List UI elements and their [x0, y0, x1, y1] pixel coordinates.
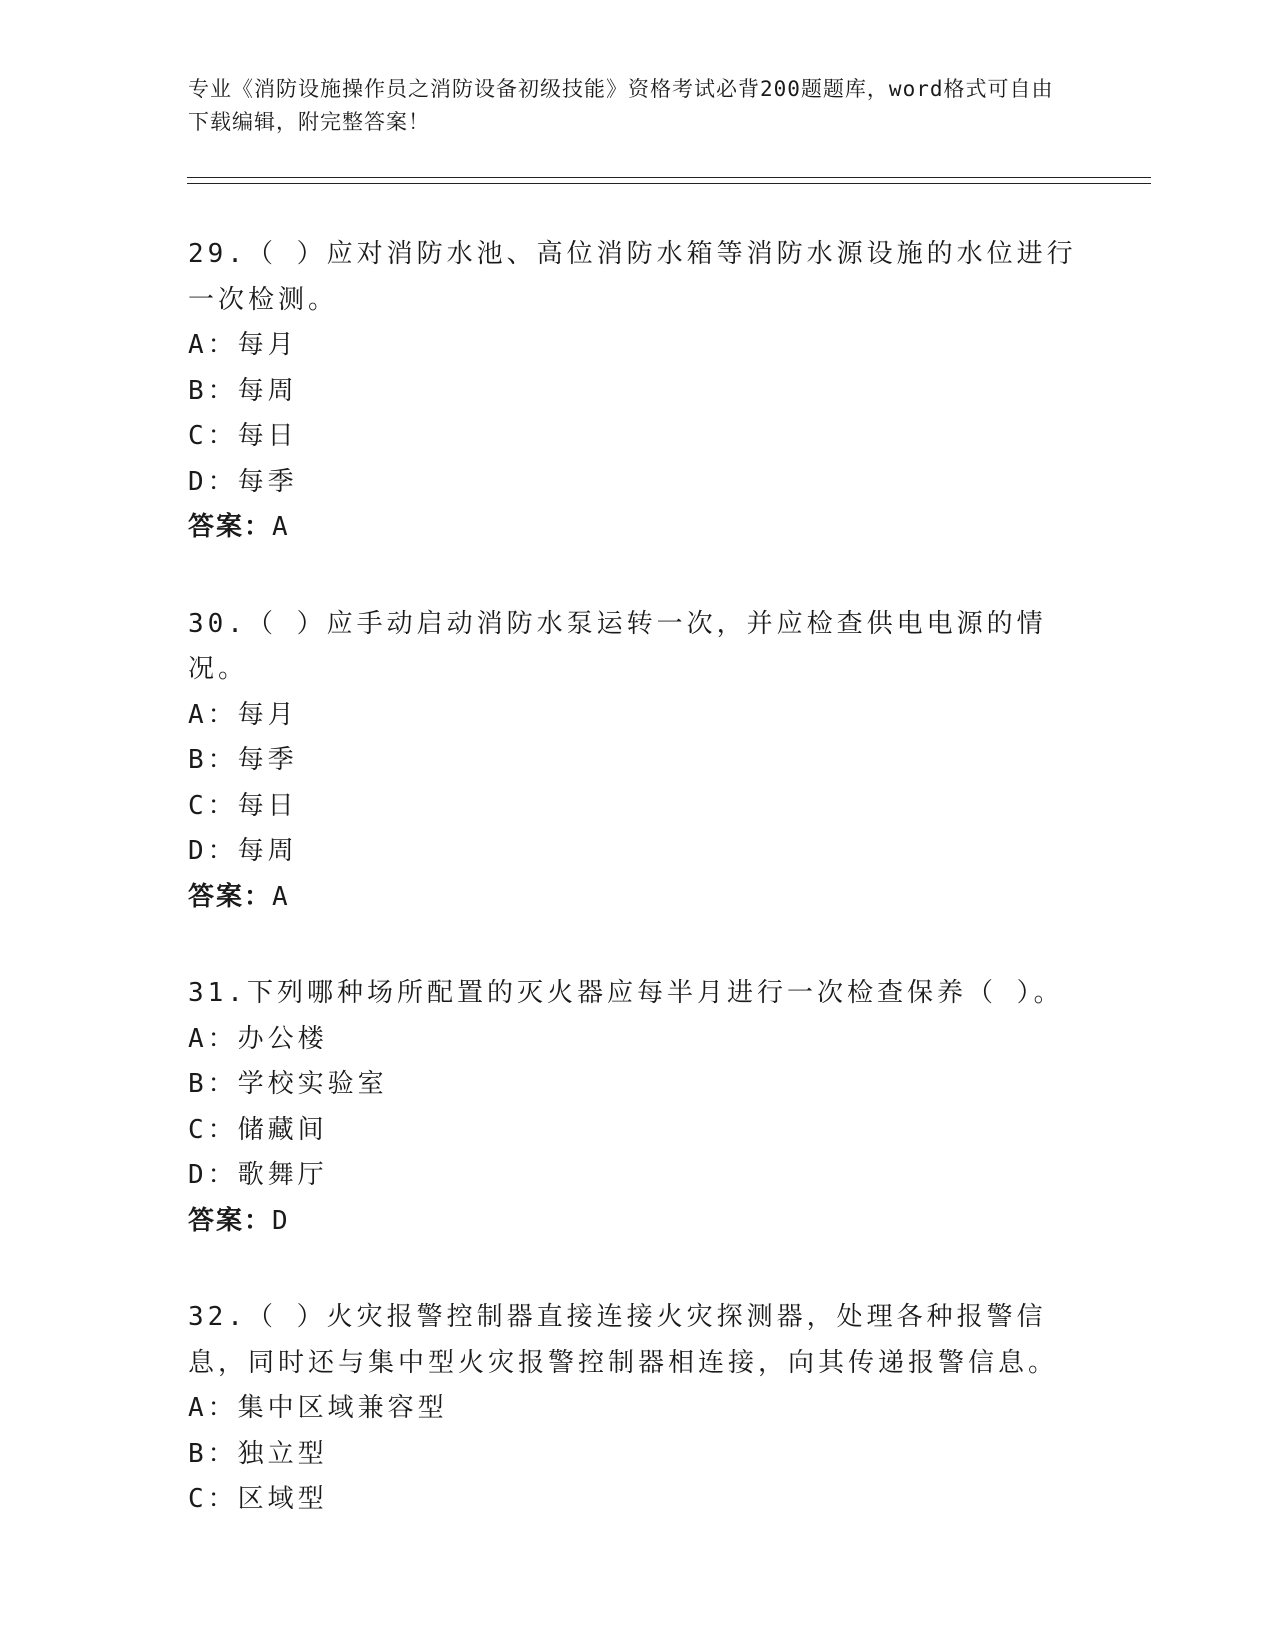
- answer-value: A: [272, 881, 290, 912]
- answer-value: D: [272, 1205, 290, 1236]
- question-32: [188, 1295, 1088, 1523]
- answer-value: A: [272, 512, 290, 542]
- document-header: [188, 73, 1068, 139]
- option-a: A：每月: [188, 330, 298, 360]
- option-b: B：每季: [188, 745, 298, 775]
- answer-label: 答案：: [188, 1205, 273, 1236]
- question-29: [188, 232, 1088, 551]
- question-stem: 31.下列哪种场所配置的灭火器应每半月进行一次检查保养（ ）。: [188, 978, 1064, 1008]
- header-intro-text: 专业《消防设施操作员之消防设备初级技能》资格考试必背200题题库，word格式可自由下载编辑，附完整答案！: [188, 77, 1054, 134]
- answer-label: 答案：: [188, 881, 273, 912]
- header-divider-bottom: [187, 183, 1151, 184]
- answer-line: [188, 1199, 1088, 1245]
- question-stem: 29.（ ）应对消防水池、高位消防水箱等消防水源设施的水位进行一次检测。: [188, 239, 1077, 315]
- question-list: [188, 232, 1088, 1574]
- option-a: A：每月: [188, 699, 298, 730]
- option-d: D：每周: [188, 836, 298, 866]
- option-c: C：每日: [188, 790, 298, 821]
- option-a: A：办公楼: [188, 1023, 328, 1054]
- option-b: B：每周: [188, 375, 298, 406]
- option-b: B：学校实验室: [188, 1069, 388, 1099]
- option-b: B：独立型: [188, 1438, 328, 1469]
- question-31: [188, 971, 1088, 1244]
- question-stem: 30.（ ）应手动启动消防水泵运转一次，并应检查供电电源的情况。: [188, 608, 1047, 684]
- option-a: A：集中区域兼容型: [188, 1393, 448, 1423]
- option-c: C：区域型: [188, 1484, 328, 1514]
- option-d: D：歌舞厅: [188, 1160, 328, 1190]
- option-c: C：每日: [188, 421, 298, 451]
- option-c: C：储藏间: [188, 1114, 328, 1145]
- answer-label: 答案：: [188, 512, 273, 542]
- question-30: [188, 602, 1088, 921]
- question-stem: 32.（ ）火灾报警控制器直接连接火灾探测器，处理各种报警信息，同时还与集中型火灾报警控制器相连接，向其传递报警信息。: [188, 1302, 1059, 1378]
- answer-line: [188, 505, 1088, 551]
- option-d: D：每季: [188, 466, 298, 497]
- answer-line: [188, 875, 1088, 921]
- header-divider-top: [187, 177, 1151, 178]
